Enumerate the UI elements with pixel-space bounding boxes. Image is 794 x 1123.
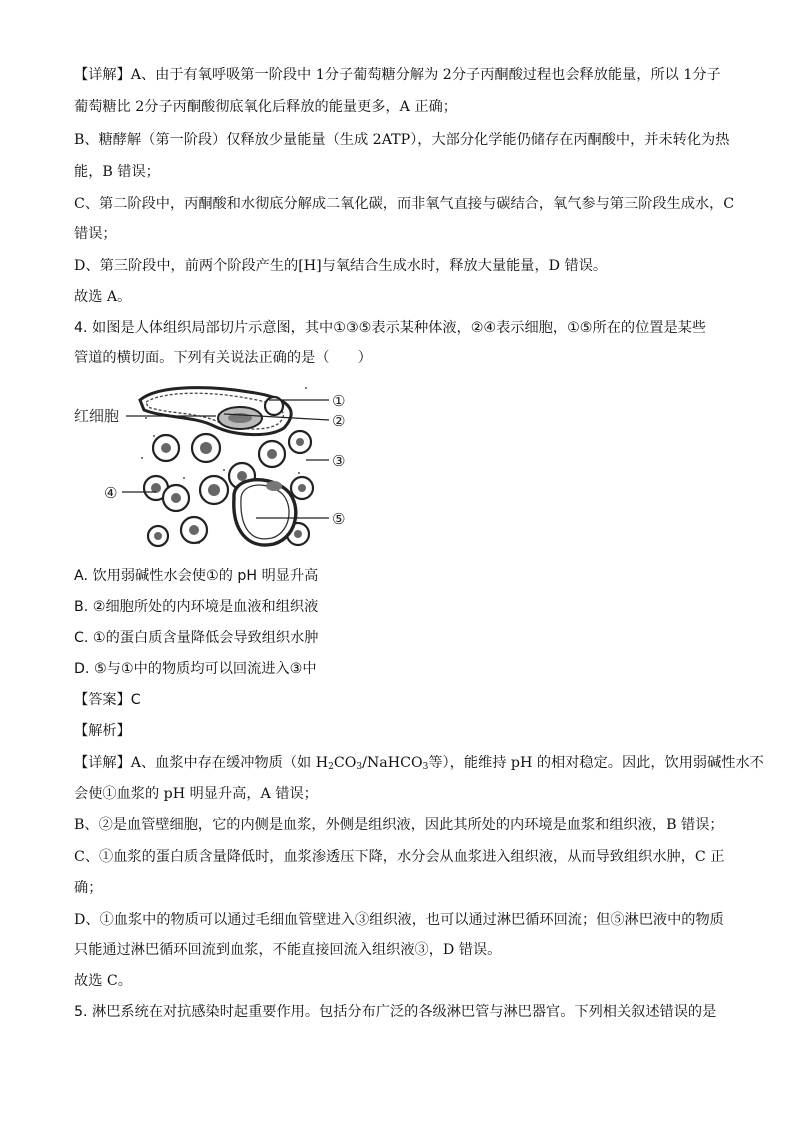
explanation-line: C、①血浆的蛋白质含量降低时，血浆渗透压下降，水分会从血浆进入组织液，从而导致组织水肿，C 正 [74,849,725,865]
rbc-label: 红细胞 [74,407,120,425]
explanation-line: D、①血浆中的物质可以通过毛细血管壁进入③组织液，也可以通过淋巴循环回流；但⑤淋巴液中的物质 [74,912,724,928]
text-line: 【详解】A、由于有氧呼吸第一阶段中 1分子葡萄糖分解为 2分子丙酮酸过程也会释放能量，所以 1分子 [74,67,721,83]
question-5-stem: 5. 淋巴系统在对抗感染时起重要作用。包括分布广泛的各级淋巴管与淋巴器官。下列相关叙述错误的是 [74,1004,717,1020]
question-4-stem: 管道的横切面。下列有关说法正确的是（ ） [74,350,372,366]
text-line: 葡萄糖比 2分子丙酮酸彻底氧化后释放的能量更多，A 正确； [74,99,457,115]
answer-label: 【答案】C [74,692,141,708]
explanation-line: 故选 C。 [74,973,132,989]
tissue-section-figure [74,378,364,554]
analysis-label: 【解析】 [74,723,131,739]
explanation-line: 确； [74,880,103,896]
option-b: B. ②细胞所处的内环境是血液和组织液 [74,599,319,615]
text-line: B、糖酵解（第一阶段）仅释放少量能量（生成 2ATP），大部分化学能仍储存在丙酮酸中，并未转化为热 [74,132,730,148]
option-a: A. 饮用弱碱性水会使①的 pH 明显升高 [74,568,319,584]
explanation-line: 【详解】A、血浆中存在缓冲物质（如 $H_2CO_3/NaHCO_3$等），能维持 pH 的相对稳定。因此，饮用弱碱性水不 [74,755,764,772]
option-d: D. ⑤与①中的物质均可以回流进入③中 [74,661,317,677]
text-line: 能，B 错误； [74,164,160,180]
lymphatic-vessel [234,480,296,545]
label-1: ① [332,392,346,410]
label-2: ② [332,412,346,430]
text-line: C、第二阶段中，丙酮酸和水彻底分解成二氧化碳，而非氧气直接与碳结合，氧气参与第三阶段生成水，C [74,196,735,212]
explanation-line: 只能通过淋巴循环回流到血浆，不能直接回流入组织液③，D 错误。 [74,942,502,958]
text-line: D、第三阶段中，前两个阶段产生的[H]与氧结合生成水时，释放大量能量，D 错误。 [74,258,608,274]
label-5: ⑤ [332,510,346,528]
question-4-stem: 4. 如图是人体组织局部切片示意图，其中①③⑤表示某种体液，②④表示细胞，①⑤所在的位置是某些 [74,320,707,336]
label-4: ④ [104,484,118,502]
text-line: 错误； [74,226,117,242]
option-c: C. ①的蛋白质含量降低会导致组织水肿 [74,630,319,646]
explanation-line: 会使①血浆的 pH 明显升高，A 错误； [74,786,318,802]
label-3: ③ [332,452,346,470]
text-line: 故选 A。 [74,289,132,305]
explanation-line: B、②是血管壁细胞，它的内侧是血浆，外侧是组织液，因此其所处的内环境是血浆和组织液，B 错误； [74,817,724,833]
